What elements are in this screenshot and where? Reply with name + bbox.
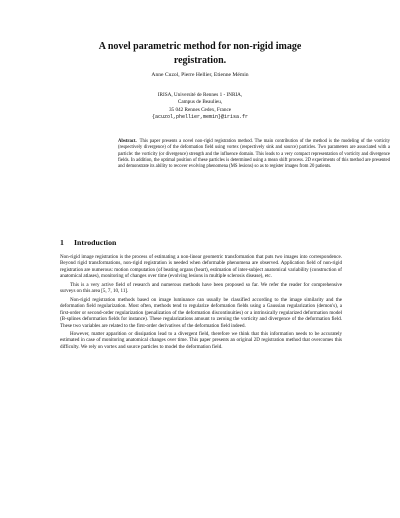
author-list: Anne Cuzol, Pierre Hellier, Etienne Mémin (151, 72, 249, 78)
paragraph-4: However, matter apparition or dissipation lead to a divergent field, therefore we think that this information needs to be accurately estimated in case of monitoring anatomical changes over time. This paper presents an original 2D registration method that overcomes this difficulty. We rely on vortex and source particles to model the deformation field. (60, 330, 342, 350)
author-email: {acuzol,phellier,memin}@irisa.fr (151, 113, 248, 120)
abstract-text: This paper presents a novel non-rigid registration method. The main contribution of the method is the modeling of the vorticity (respectively divergence) of the deformation field using vortex (respectively sink and source) particles. Two parameters are associated with a particle: the vorticity (or divergence) strength and the influence domain. This leads to a very compact representation of vorticity and divergence fields. In addition, the optimal position of these particles is determined using a mean shift process. 2D experiments of this method are presented and demonstrate its ability to recover evolving phenomena (MS lesions) so as to register images from 20 patients. (118, 139, 390, 170)
section-heading (60, 238, 116, 247)
affiliation-line-1: IRISA, Université de Rennes 1 - INRIA, (157, 92, 243, 98)
paper-title (70, 40, 330, 68)
paragraph-2: This is a very active field of research and numerous methods have been proposed so far. We refer the reader for comprehensive surveys on this area [5, 7, 10, 11]. (60, 281, 342, 295)
abstract-label: Abstract. (118, 139, 137, 144)
section-body (60, 254, 342, 352)
abstract-block (118, 139, 390, 170)
section-number: 1 (60, 238, 64, 247)
section-title: Introduction (74, 238, 117, 247)
affiliation-line-3: 35 042 Rennes Cedex, France (168, 106, 232, 113)
title-line-2: registration. (173, 55, 227, 66)
affiliation-line-2: Campus de Beaulieu, (177, 99, 223, 106)
paragraph-3: Non-rigid registration methods based on image luminance can usually be classified according to the image similarity and the deformation field regularization. Most often, methods tend to regularize deformation fields using a Gaussian regularization (demon's), a first-order or second-order regularization (penalization of the deformation discontinuities) or a intrinsically regularized deformation model (B-splines deformation fields for instance). These regularizations amount to zeroing the vorticity and divergence of the deformation field. These two variables are related to the first-order derivatives of the deformation field indeed. (60, 296, 342, 329)
title-line-1: A novel parametric method for non-rigid image (98, 41, 302, 52)
paragraph-1: Non-rigid image registration is the process of estimating a non-linear geometric transformation that puts two images into correspondence. Beyond rigid transformations, non-rigid registration is needed when deformable phenomena are observed. Application field of non-rigid registration are numerous: motion computation (of beating organs (heart), estimation of inter-subject anatomical variability (construction of anatomical atlases), monitoring of changes over time (evolving lesions in multiple sclerosis disease), etc. (60, 254, 342, 280)
affiliation-block (70, 92, 330, 121)
